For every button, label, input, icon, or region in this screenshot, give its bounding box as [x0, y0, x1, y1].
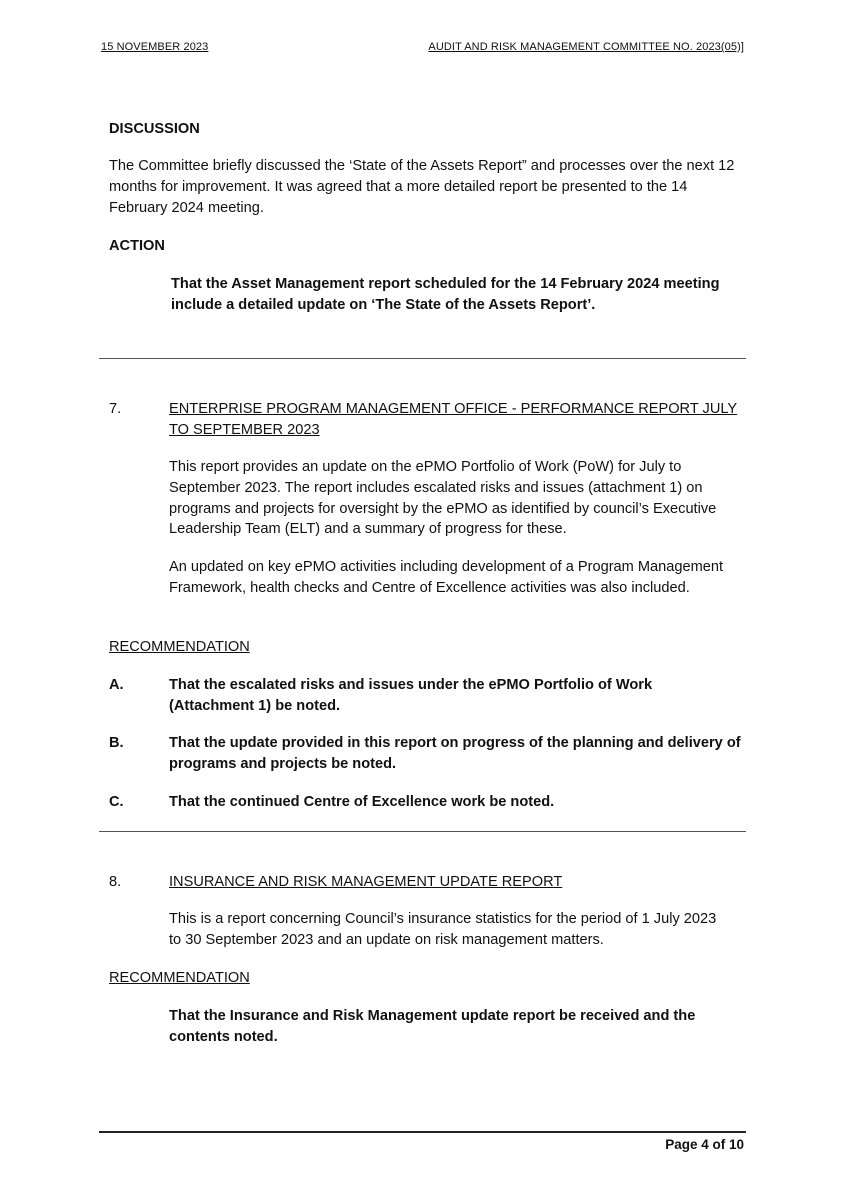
item7-para2: An updated on key ePMO activities including development of a Program Management Framework, health checks and Centre of Excellence activities was also included. [169, 559, 724, 596]
recommendation-a-text: That the escalated risks and issues under the ePMO Portfolio of Work (Attachment 1) be noted. [169, 677, 653, 714]
recommendation-b-text: That the update provided in this report on progress of the planning and delivery of programs and projects be noted. [169, 735, 741, 772]
item7-title: ENTERPRISE PROGRAM MANAGEMENT OFFICE - PERFORMANCE REPORT JULY TO SEPTEMBER 2023 [169, 401, 738, 438]
section-divider [99, 358, 746, 359]
recommendation-c-text: That the continued Centre of Excellence work be noted. [169, 794, 555, 810]
recommendation-a-label: A. [109, 677, 124, 693]
footer-rule [99, 1131, 746, 1133]
header-committee: AUDIT AND RISK MANAGEMENT COMMITTEE NO. 2023(05)] [428, 41, 744, 53]
item7-para1: This report provides an update on the ePMO Portfolio of Work (PoW) for July to September 2023. The report includes escalated risks and issues (attachment 1) on programs and projects for oversight by the ePMO as identified by council’s Executive Leadership Team (ELT) and a summary of progress for these. [169, 459, 717, 538]
recommendation-b-label: B. [109, 735, 124, 751]
item8-para1: This is a report concerning Council’s insurance statistics for the period of 1 July 2023 to 30 September 2023 and an update on risk management matters. [169, 911, 717, 948]
action-heading: ACTION [109, 238, 165, 254]
item7-number: 7. [109, 401, 122, 417]
action-body: That the Asset Management report scheduled for the 14 February 2024 meeting include a detailed update on ‘The State of the Assets Report’. [171, 276, 720, 313]
recommendation-c-label: C. [109, 794, 124, 810]
discussion-heading: DISCUSSION [109, 121, 200, 137]
item8-recommendation-heading: RECOMMENDATION [109, 970, 250, 986]
discussion-body: The Committee briefly discussed the ‘State of the Assets Report” and processes over the next 12 months for improvement. It was agreed that a more detailed report be presented to the 14 February 2024 meeting. [109, 158, 735, 216]
header-date: 15 NOVEMBER 2023 [101, 41, 209, 53]
item8-recommendation: That the Insurance and Risk Management update report be received and the contents noted. [169, 1008, 696, 1045]
page-number: Page 4 of 10 [665, 1137, 744, 1152]
item8-number: 8. [109, 874, 122, 890]
item7-recommendation-heading: RECOMMENDATION [109, 639, 250, 655]
section-divider [99, 831, 746, 832]
item8-title: INSURANCE AND RISK MANAGEMENT UPDATE REPORT [169, 874, 563, 890]
